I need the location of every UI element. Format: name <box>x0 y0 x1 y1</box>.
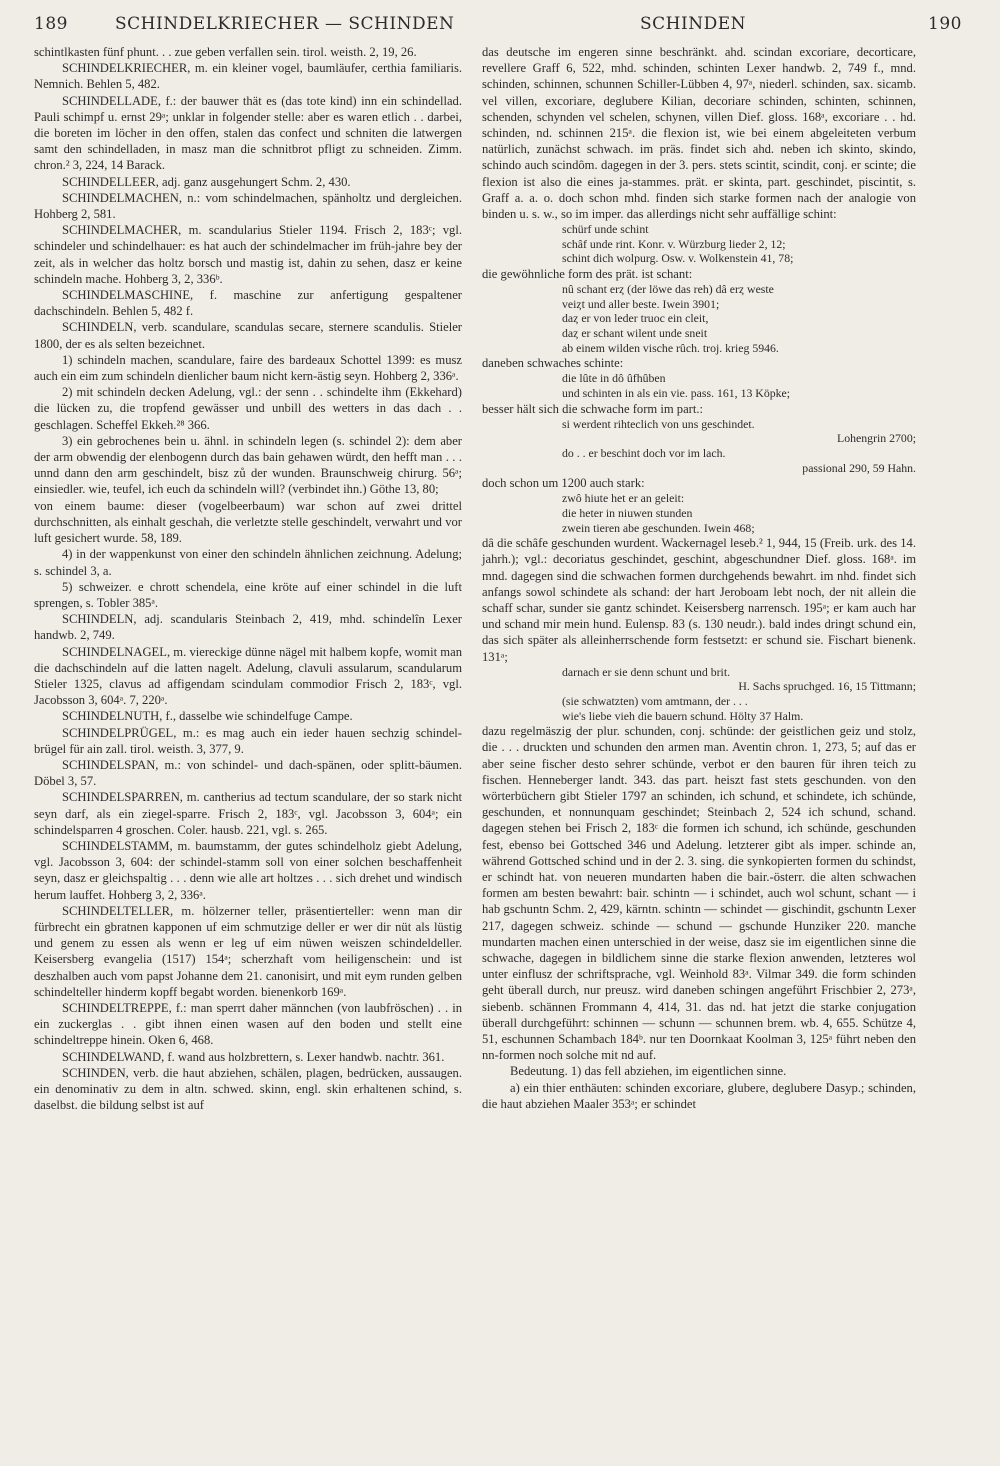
dictionary-entry: 3) ein gebrochenes bein u. ähnl. in schindeln legen (s. schindel 2): dem aber der arm obwendig der elenbogenn durch das bain gehawen würdt, den hefft man . . . unnd dann den arm geschindelt, bisz zů der wunden. Braunschweig chirurg. 56ᵃ; einsiedler. wie, teufel, ich euch da schindeln will? (verbindet ihn.) Göthe 13, 80; <box>34 433 462 497</box>
entry-paragraph: besser hält sich die schwache form im part.: <box>482 401 704 416</box>
dictionary-entry: SCHINDELLADE, f.: der bauwer thät es (das tote kind) inn ein schindellad. Pauli schimpf u. ernst 29ᵃ; unklar in folgender stelle: aber es waren etlich . . darbei, die boreten im löcher in den offen, stalen das confect und schniten die latwergen samt den schindelladen, in masz man die schnitbrot pfligt zu schneiden. Zimm. chron.² 3, 224, 14 Barack. <box>34 93 462 173</box>
left-page-number: 189 <box>34 14 68 34</box>
verse-quote: do . . er beschint doch vor im lach. <box>562 445 726 460</box>
dictionary-entry: 1) schindeln machen, scandulare, faire des bardeaux Schottel 1399: es musz auch ein eim zum schindeln dienlicher baum nicht kern-ästig seyn. Hohberg 2, 336ᵃ. <box>34 352 462 384</box>
verse-quote: daȥ er schant wilent unde sneit <box>562 326 708 340</box>
verse-quote: passional 290, 59 Hahn. <box>802 460 916 475</box>
dictionary-entry: SCHINDELMASCHINE, f. maschine zur anfertigung gespaltener dachschindeln. Behlen 5, 482 f. <box>34 288 462 319</box>
dictionary-entry: SCHINDELSTAMM, m. baumstamm, der gutes schindelholz giebt Adelung, vgl. Jacobsson 3, 604: der schindel-stamm soll von einer solchen beschaffenheit seyn, dasz er gleichspaltig . . . denn wie alle art holtzes . . . sich drehet und windisch herum lauffet. Hohberg 3, 2, 336ᵃ. <box>34 838 462 902</box>
dictionary-entry: SCHINDELNUTH, f., dasselbe wie schindelfuge Campe. <box>62 709 353 724</box>
dictionary-entry: SCHINDELMACHEN, n.: vom schindelmachen, spänholtz und dergleichen. Hohberg 2, 581. <box>34 190 462 222</box>
verse-quote: darnach er sie denn schunt und brit. <box>562 664 731 679</box>
dictionary-entry: schintlkasten fünf phunt. . . zue geben verfallen sein. tirol. weisth. 2, 19, 26. <box>34 45 417 59</box>
right-page-number: 190 <box>928 14 962 34</box>
dictionary-entry: SCHINDELSPARREN, m. cantherius ad tectum scandulare, der so stark nicht seyn darf, als ein ziegel-sparre. Frisch 2, 183ᶜ, vgl. Jacobsson 3, 604ᵃ; ein schindelsparren 4 groschen. Coler. hausb. 221, vgl. s. 265. <box>34 790 462 837</box>
verse-quote: wie's liebe vieh die bauern schund. Hölty 37 Halm. <box>562 708 804 723</box>
dictionary-entry: SCHINDELTELLER, m. hölzerner teller, präsentierteller: wenn man dir fürbrecht ein gbratnen kapponen uf eim schmutzige deller er wer dir nüt als lüstig und genem zu essen als wenn er leg uf eim nüwen weiszen schindeldeller. Keisersberg evangelia (1517) 154ᵃ; scherzhaft vom heiligenschein: und ist deszhalben auch vom papst Johanne dem 21. canonisirt, und mit eym runden gelben schindelteller hinderm kopff begabt worden. bienenkorb 169ᵃ. <box>34 903 462 999</box>
entry-paragraph: daneben schwaches schinte: <box>482 356 624 371</box>
entry-paragraph: die gewöhnliche form des prät. ist schant: <box>482 267 693 282</box>
verse-quote: nû schant erȥ (der löwe das reh) dâ erȥ weste <box>562 282 774 297</box>
verse-quote: daȥ er von leder truoc ein cleit, <box>562 311 709 326</box>
entry-paragraph: a) ein thier enthäuten: schinden excoriare, glubere, deglubere Dasyp.; schinden, die haut abziehen Maaler 353ᵃ; er schindet <box>482 1080 916 1111</box>
verse-quote: H. Sachs spruchged. 16, 15 Tittmann; <box>738 679 916 694</box>
verse-quote: und schinten in als ein vie. pass. 161, 13 Köpke; <box>562 385 791 400</box>
dictionary-entry: SCHINDELPRÜGEL, m.: es mag auch ein ieder hauen sechzig schindel-brügel für ain zall. tirol. weisth. 3, 377, 9. <box>34 725 462 756</box>
verse-quote: die lûte in dô ûfhûben <box>562 371 666 386</box>
entry-paragraph: Bedeutung. 1) das fell abziehen, im eigentlichen sinne. <box>510 1064 787 1079</box>
dictionary-entry: SCHINDELWAND, f. wand aus holzbrettern, s. Lexer handwb. nachtr. 361. <box>62 1049 445 1064</box>
dictionary-entry: SCHINDELNAGEL, m. viereckige dünne nägel mit halbem kopfe, womit man die dachschindeln auf die latten nagelt. Adelung, clavuli assularum, scandularum Stieler 1325, clavus ad affigendam scindulam commodior Frisch 2, 183ᶜ, vgl. Jacobsson 3, 604ᵃ. 7, 220ᵃ. <box>34 644 462 708</box>
right-running-head: SCHINDEN <box>640 14 746 34</box>
verse-quote: schürf unde schint <box>562 222 649 237</box>
dictionary-entry: SCHINDELN, verb. scandulare, scandulas secare, sternere scandulis. Stieler 1800, der es als selten bezeichnet. <box>34 320 462 351</box>
verse-quote: zwein tieren abe geschunden. Iwein 468; <box>562 520 755 535</box>
dictionary-entry: SCHINDELLEER, adj. ganz ausgehungert Schm. 2, 430. <box>62 174 351 189</box>
entry-paragraph: das deutsche im engeren sinne beschränkt. ahd. scindan excoriare, decorticare, revellere Graff 6, 522, mhd. schinden, schinten Lexer handwb. 2, 749 f., mnd. schinden, schinnen, schunnen Schiller-Lübben 4, 97ᵃ, niederl. schinden, sax. sicamb. vel villen, excoriare, deglubere Kilian, decoriare schinden, schinten, schinnen, schenden, schynden vel schelen, schynen, villen Dief. gloss. 168ᵃ, excoriare . . hd. schinden, nd. schinnen 215ᵃ. die flexion ist, wie bei einem abgeleiteten verbum natürlich, zunächst schwach. im präs. findet sich ahd. neben ich skinto, skindo, schindo auch scindôm. dagegen in der 3. pers. stets scintit, scindit, conj. er scinte; die flexion ist also die eines ja-stammes. prät. er skinta, part. geschindet, piscintit, s. Graff a. a. o. doch schon mhd. finden sich starke formen nach der analogie von binden u. s. w., so im imper. das allerdings nicht sehr auffällige schint: <box>482 45 916 222</box>
dictionary-entry: SCHINDELN, adj. scandularis Steinbach 2, 419, mhd. schindelîn Lexer handwb. 2, 749. <box>34 612 462 643</box>
dictionary-entry: SCHINDELSPAN, m.: von schindel- und dach-spänen, oder splitt-bäumen. Döbel 3, 57. <box>34 757 462 789</box>
dictionary-entry: 2) mit schindeln decken Adelung, vgl.: der senn . . schindelte ihm (Ekkehard) die lücken zu, die tropfend gewässer und unbill des wetters in das dach . . geschlagen. Scheffel Ekkeh.²⁸ 366. <box>34 385 462 432</box>
verse-quote: Lohengrin 2700; <box>837 431 916 446</box>
dictionary-entry: SCHINDELKRIECHER, m. ein kleiner vogel, baumläufer, certhia familiaris. Nemnich. Behlen 5, 482. <box>34 61 462 92</box>
left-running-head: SCHINDELKRIECHER — SCHINDEN <box>115 14 455 34</box>
dictionary-entry: SCHINDEN, verb. die haut abziehen, schälen, plagen, bedrücken, aussaugen. ein denominativ zu dem in altn. schwed. skinn, engl. skin erhaltenen schind, s. daselbst. die bildung selbst ist auf <box>34 1065 462 1113</box>
entry-paragraph: doch schon um 1200 auch stark: <box>482 476 645 491</box>
entry-paragraph: dâ die schâfe geschunden wurdent. Wackernagel leseb.² 1, 944, 15 (Freib. urk. des 14. jahrh.); vgl.: decoriatus geschindet, geschint, abgeschundner Dief. gloss. 168ᵃ. im mnd. dagegen sind die schwachen formen durchgehends bewahrt. im nhd. findet sich anfangs sowol schindete als schand: der hart Jeroboam lebt noch, der nit allein die schaff schar, sunder sie gantz schindet. Keisersberg narrensch. 195ᵃ; er kam auch har und schand mir mein hund. Eulensp. 83 (s. 130 neudr.). bald indes dringt schund ein, das sich später als alleinherrschende form festsetzt: er schund sie. Fischart bienenk. 131ᵃ; <box>482 536 916 664</box>
dictionary-entry: SCHINDELTREPPE, f.: man sperrt daher männchen (von laubfröschen) . . in ein zuckerglas . . gibt ihnen einen wasen auf den boden und stellt eine schindeltreppe hinein. Oken 6, 468. <box>34 1000 462 1048</box>
dictionary-entry: 5) schweizer. e chrott schendela, eine kröte auf einer schindel in die luft sprengen, s. Tobler 385ᵃ. <box>34 579 462 610</box>
verse-quote: ab einem wilden vische rûch. troj. krieg 5946. <box>562 340 779 355</box>
left-column <box>34 44 462 1113</box>
verse-quote: schint dich wolpurg. Osw. v. Wolkenstein 41, 78; <box>562 251 794 266</box>
verse-quote: (sie schwatzten) vom amtmann, der . . . <box>562 693 748 708</box>
dictionary-entry: von einem baume: dieser (vogelbeerbaum) war schon auf zwei drittel durchschnitten, als einhalt geschah, die verletzte stelle geschindelt, verwahrt und vor luft gesichert wurde. 58, 189. <box>34 498 462 546</box>
right-column <box>482 44 916 1112</box>
verse-quote: si werdent rihteclich von uns geschindet. <box>562 416 755 431</box>
entry-paragraph: dazu regelmäszig der plur. schunden, conj. schünde: der geistlichen geiz und stolz, die . . . druckten und schunden den armen man. Aventin chron. 1, 273, 5; auf das er aber seine fischer desto sehrer schünde, verbot er den bauren für ihren teich zu fischen. Henneberger landt. 343. das part. heiszt fast stets geschunden. von den wörterbüchern gibt Stieler 1797 an schinden, ich schund, et schindete, ich schünde, geschunden, et nonnunquam geschindet; Steinbach 2, 524 ich schund, schand. dagegen stehen bei Frisch 2, 183ᶜ die formen ich schund, ich schünde, geschunden fest, ebenso bei Gottsched 346 und Adelung. letzterer gibt als imper. schinde an, während Gottsched schind und in der 2. 3. sing. die synkopierten formen du schindst, er schindt hat. von neueren mundarten haben die bair.-österr. die alten schwachen formen am besten bewahrt: bair. schintn — i schindet, auch wol schunt, schant — i hab gschuntn Schm. 2, 429, kärntn. schintn — schindet — gischindit, gschuntn Lexer 217, dagegen schweiz. schinde — schund — gschunde Hunziker 220. manche mundarten machen einen unterschied in der weise, dasz sie im eigentlichen sinne die schwache, dagegen in bildlichem sinne die starke flexion anwenden, letzteres wol unter einflusz der schriftsprache, vgl. Weinhold 83ᵃ. Vilmar 349. die form schinden geht überall durch, nur preusz. wird daneben schingen angeführt Frischbier 2, 273ᵃ, siebenb. schännen Frommann 4, 414, 31. das nd. hat jetzt die starke conjugation überall durchgeführt: schinnen — schunn — schunnen brem. wb. 4, 655. Schütze 4, 51, eschunnen Schambach 184ᵇ. nur ten Doornkaat Koolman 3, 125ᵃ führt neben den nn-formen noch solche mit nd auf. <box>482 724 916 1063</box>
verse-quote: schâf unde rint. Konr. v. Würzburg lieder 2, 12; <box>562 236 786 251</box>
dictionary-entry: 4) in der wappenkunst von einer den schindeln ähnlichen zeichnung. Adelung; s. schindel 3, a. <box>34 547 462 578</box>
dictionary-entry: SCHINDELMACHER, m. scandularius Stieler 1194. Frisch 2, 183ᶜ; vgl. schindeler und schindelhauer: es hat auch der schindelmacher im früh-jahre bey der zeit, als in welcher das holtz borsch und mastig ist, dahin zu sehen, dasz er keine schindeln mache. Hohberg 3, 2, 336ᵇ. <box>34 223 462 286</box>
verse-quote: die heter in niuwen stunden <box>562 505 693 520</box>
verse-quote: veiȥt und aller beste. Iwein 3901; <box>562 296 720 311</box>
verse-quote: zwô hiute het er an geleit: <box>562 491 685 506</box>
